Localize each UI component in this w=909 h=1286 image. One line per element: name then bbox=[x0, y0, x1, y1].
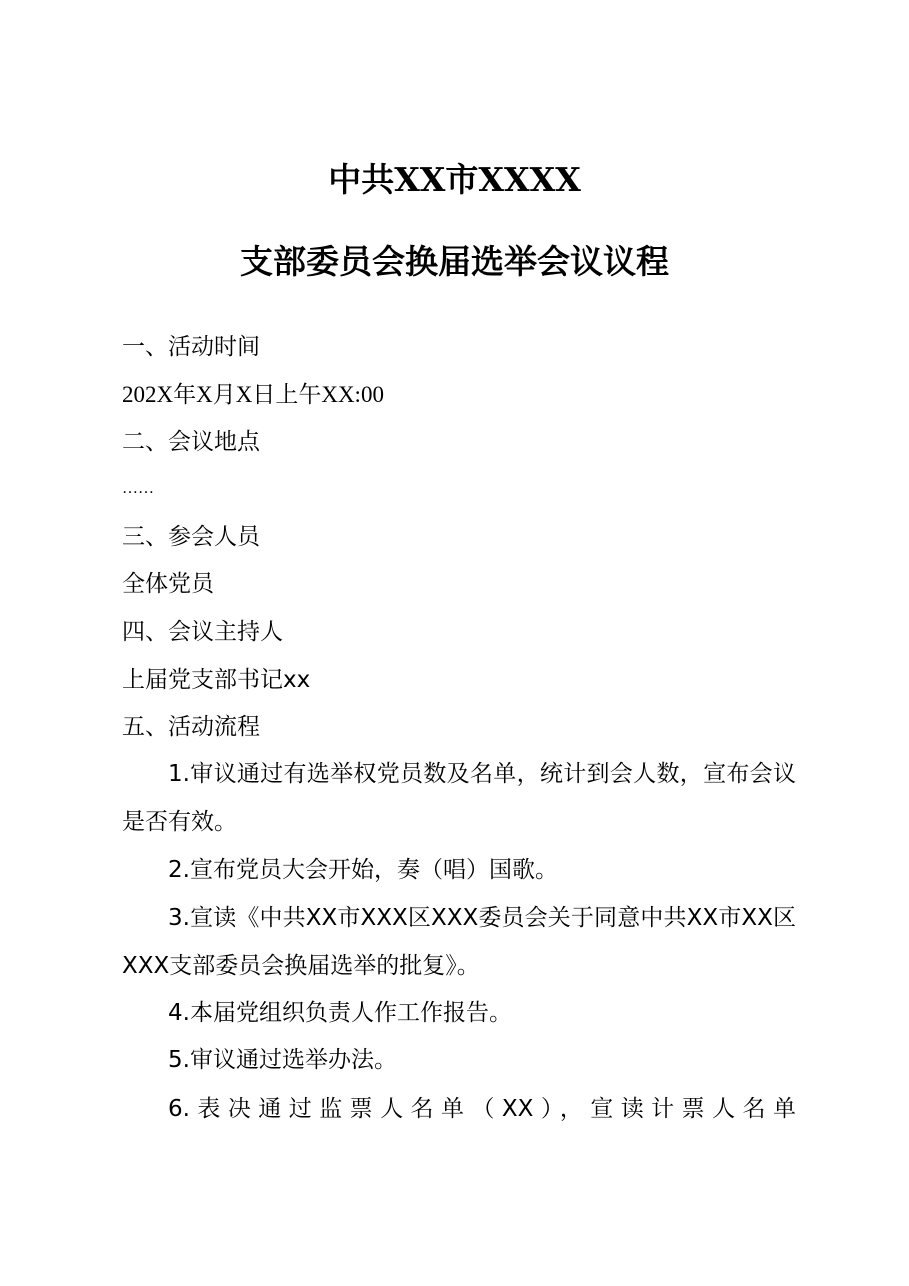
process-item-5: 5.审议通过选举办法。 bbox=[168, 1047, 397, 1073]
document-title-line-1: 中共XX市XXXX bbox=[328, 160, 581, 199]
process-item-1: 1.审议通过有选举权党员数及名单，统计到会人数，宣布会议是否有效。 bbox=[122, 761, 796, 835]
section-heading-host: 四、会议主持人 bbox=[122, 619, 283, 645]
section-content-location: …… bbox=[122, 480, 154, 497]
section-content-attendees: 全体党员 bbox=[122, 571, 214, 597]
section-heading-location: 二、会议地点 bbox=[122, 429, 260, 455]
section-heading-process: 五、活动流程 bbox=[122, 714, 260, 740]
process-item-6: 6.表决通过监票人名单（XX），宣读计票人名单 bbox=[168, 1096, 796, 1122]
process-item-2: 2.宣布党员大会开始，奏（唱）国歌。 bbox=[168, 857, 558, 883]
process-item-4: 4.本届党组织负责人作工作报告。 bbox=[168, 1000, 512, 1026]
section-heading-time: 一、活动时间 bbox=[122, 334, 260, 360]
section-heading-attendees: 三、参会人员 bbox=[122, 524, 260, 550]
section-content-host: 上届党支部书记xx bbox=[122, 667, 311, 693]
section-content-time: 202X年X月X日上午XX:00 bbox=[122, 382, 384, 407]
document-title-line-2: 支部委员会换届选举会议议程 bbox=[240, 242, 669, 281]
process-item-3: 3.宣读《中共XX市XXX区XXX委员会关于同意中共XX市XX区XXX支部委员会换届选举的批复》。 bbox=[122, 905, 796, 979]
